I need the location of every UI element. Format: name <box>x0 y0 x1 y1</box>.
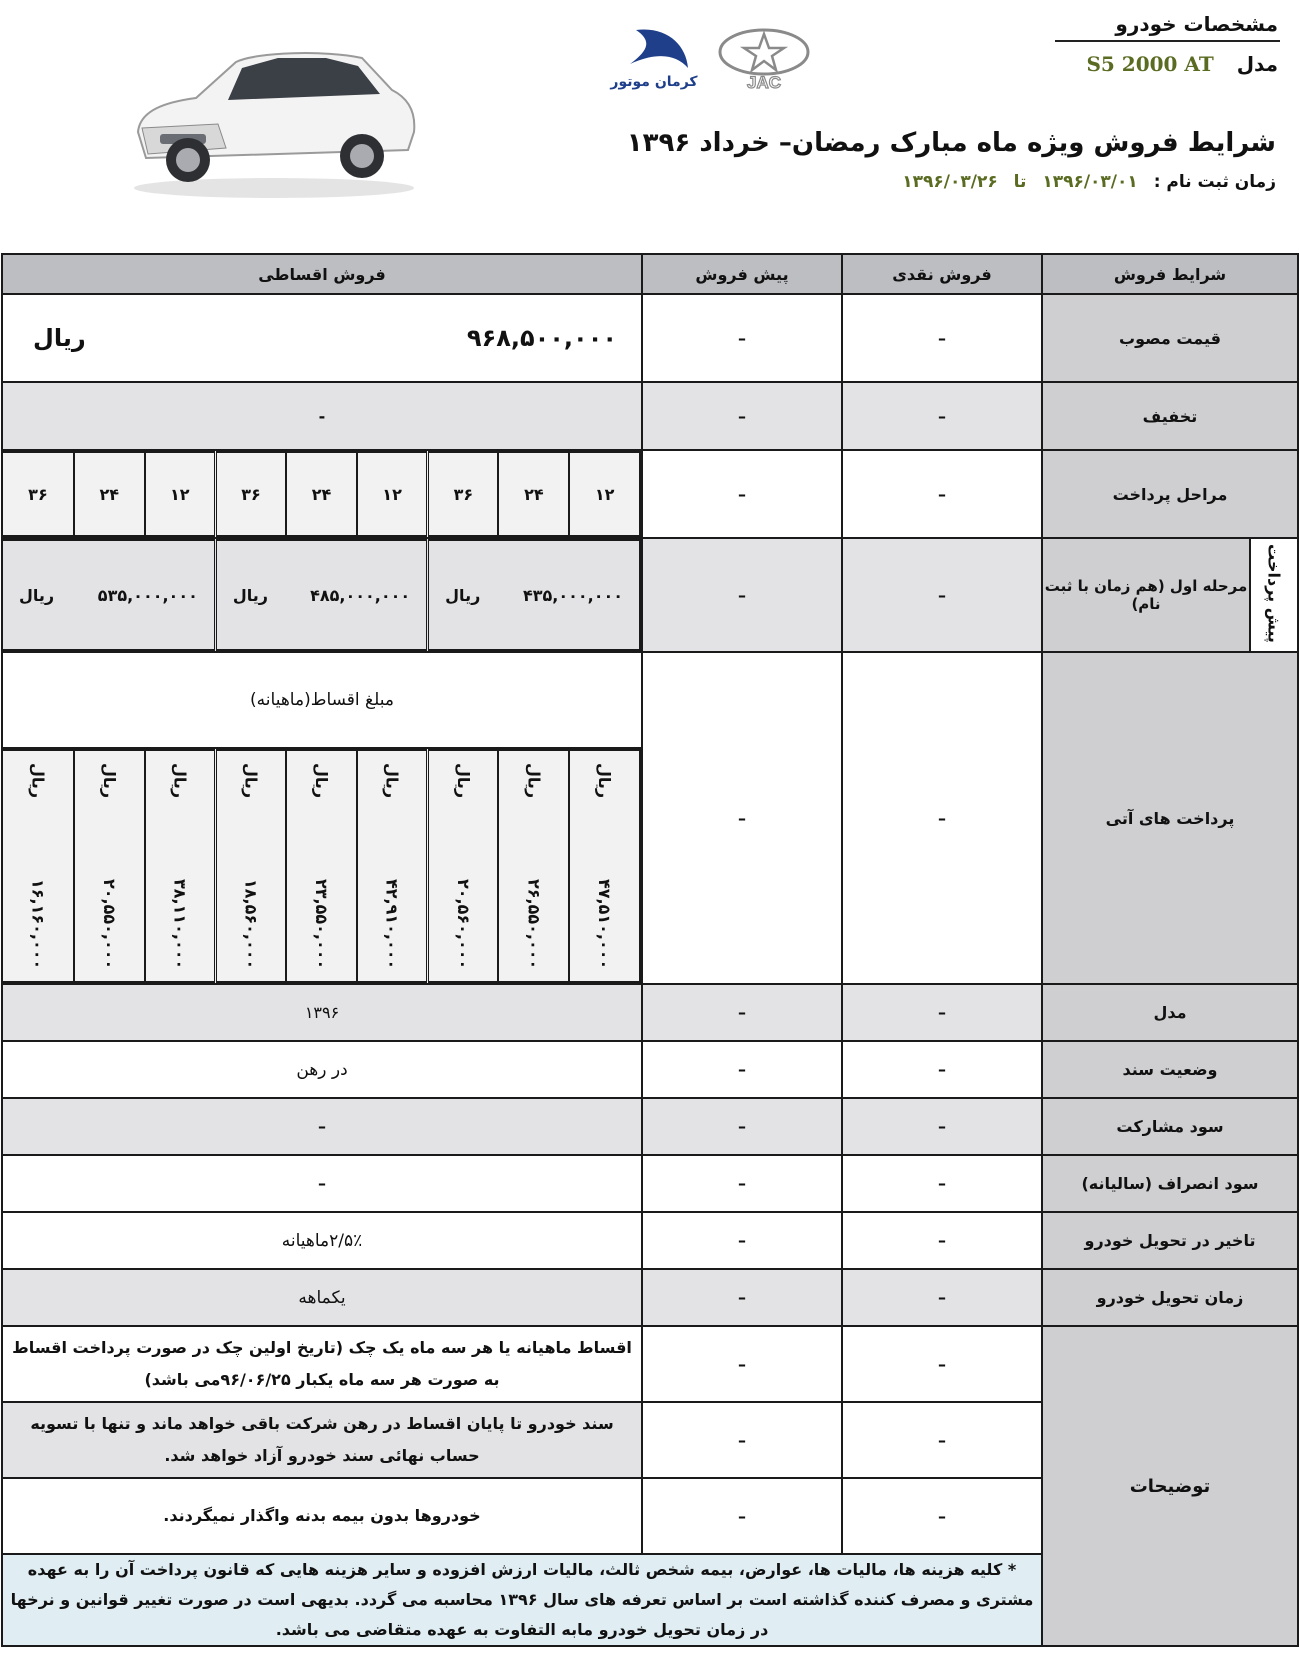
header-installment: فروش اقساطی <box>2 254 642 294</box>
cash-cancellation-profit: – <box>842 1155 1042 1212</box>
installment-delivery-time: یکماهه <box>2 1269 642 1326</box>
prepayment-group: ۴۳۵,۰۰۰,۰۰۰ ریال <box>428 540 640 650</box>
monthly-installment-subheader: مبلغ اقساط(ماهیانه) <box>2 652 642 748</box>
presale-note-3: – <box>642 1478 842 1554</box>
installment-first-stage <box>2 538 642 652</box>
cash-approved-price: – <box>842 294 1042 382</box>
sales-conditions-table <box>1 253 1299 1647</box>
model-label: مدل <box>1236 52 1278 76</box>
presale-participation-profit: – <box>642 1098 842 1155</box>
note-item: خودروها بدون بیمه بدنه واگذار نمیگردند. <box>2 1478 642 1554</box>
installment-amount: ریال ۱۸,۵۶۰,۰۰۰ <box>215 750 286 982</box>
installment-participation-profit: – <box>2 1098 642 1155</box>
presale-document-status: – <box>642 1041 842 1098</box>
label-first-stage: مرحله اول (هم زمان با ثبت نام) <box>1042 538 1250 652</box>
registration-label: زمان ثبت نام : <box>1153 172 1276 192</box>
label-notes: توضیحات <box>1042 1326 1298 1646</box>
conditions-title: شرایط فروش ویژه ماه مبارک رمضان– خرداد ۱۳۹۶ <box>626 128 1276 158</box>
presale-note-1: – <box>642 1326 842 1402</box>
stage-value: ۱۲ <box>357 452 428 536</box>
header-conditions: شرایط فروش <box>1042 254 1298 294</box>
installment-amount: ریال ۲۰,۵۵۰,۰۰۰ <box>74 750 145 982</box>
registration-from: ۱۳۹۶/۰۳/۰۱ <box>1042 172 1138 192</box>
label-future-payments: پرداخت های آتی <box>1042 652 1298 984</box>
cash-delivery-time: – <box>842 1269 1042 1326</box>
installment-amount: ریال ۲۳,۵۵۰,۰۰۰ <box>286 750 357 982</box>
cash-document-status: – <box>842 1041 1042 1098</box>
presale-first-stage: – <box>642 538 842 652</box>
note-item: اقساط ماهیانه یا هر سه ماه یک چک (تاریخ اولین چک در صورت پرداخت اقساط به صورت هر سه ماه یکبار ۹۶/۰۶/۲۵می باشد) <box>2 1326 642 1402</box>
footnote: * کلیه هزینه ها، مالیات ها، عوارض، بیمه شخص ثالث، مالیات ارزش افزوده و سایر هزینه هایی که قانون پرداخت آن را به عهده مشتری و مصرف کننده گذاشته است بر اساس تعرفه های سال ۱۳۹۶ محاسبه می گردد. بدیهی است در صورت تغییر قوانین و نرخها در زمان تحویل خودرو مابه التفاوت به عهده متقاضی می باشد. <box>2 1554 1042 1646</box>
label-participation-profit: سود مشارکت <box>1042 1098 1298 1155</box>
header-cash: فروش نقدی <box>842 254 1042 294</box>
cash-note-3: – <box>842 1478 1042 1554</box>
cash-first-stage: – <box>842 538 1042 652</box>
presale-delivery-delay: – <box>642 1212 842 1269</box>
label-discount: تخفیف <box>1042 382 1298 450</box>
stage-value: ۲۴ <box>498 452 569 536</box>
presale-note-2: – <box>642 1402 842 1478</box>
approved-price-value: ۹۶۸,۵۰۰,۰۰۰ <box>466 324 617 352</box>
jac-logo <box>716 26 812 92</box>
label-model-year: مدل <box>1042 984 1298 1041</box>
presale-discount: – <box>642 382 842 450</box>
label-delivery-time: زمان تحویل خودرو <box>1042 1269 1298 1326</box>
installment-amount: ریال ۲۶,۵۵۰,۰۰۰ <box>498 750 569 982</box>
stage-value: ۳۶ <box>428 452 499 536</box>
header-presale: پیش فروش <box>642 254 842 294</box>
cash-stages: – <box>842 450 1042 538</box>
stage-value: ۳۶ <box>215 452 286 536</box>
car-image <box>126 36 422 204</box>
presale-model-year: – <box>642 984 842 1041</box>
installment-model-year: ۱۳۹۶ <box>2 984 642 1041</box>
prepayment-side-label: پیش پرداخت <box>1250 538 1298 652</box>
prepayment-group: ۴۸۵,۰۰۰,۰۰۰ ریال <box>215 540 427 650</box>
cash-discount: – <box>842 382 1042 450</box>
installment-stages <box>2 450 642 538</box>
prepayment-group: ۵۳۵,۰۰۰,۰۰۰ ریال <box>3 540 215 650</box>
stage-value: ۲۴ <box>74 452 145 536</box>
installment-approved-price <box>2 294 642 382</box>
presale-stages: – <box>642 450 842 538</box>
installment-delivery-delay: ۲/۵٪ماهیانه <box>2 1212 642 1269</box>
installment-amount: ریال ۱۶,۱۶۰,۰۰۰ <box>3 750 74 982</box>
cash-model-year: – <box>842 984 1042 1041</box>
stage-value: ۳۶ <box>3 452 74 536</box>
stage-value: ۱۲ <box>569 452 640 536</box>
registration-to-word: تا <box>1013 172 1027 192</box>
registration-to: ۱۳۹۶/۰۳/۲۶ <box>902 172 998 192</box>
cash-note-1: – <box>842 1326 1042 1402</box>
monthly-installments <box>2 748 642 984</box>
label-document-status: وضعیت سند <box>1042 1041 1298 1098</box>
installment-cancellation-profit: – <box>2 1155 642 1212</box>
installment-amount: ریال ۴۷,۵۱۰,۰۰۰ <box>569 750 640 982</box>
note-item: سند خودرو تا پایان اقساط در رهن شرکت باقی خواهد ماند و تنها با تسویه حساب نهائی سند خودرو آزاد خواهد شد. <box>2 1402 642 1478</box>
model-value: S5 2000 AT <box>1086 52 1214 76</box>
cash-delivery-delay: – <box>842 1212 1042 1269</box>
cash-future-payments: – <box>842 652 1042 984</box>
label-approved-price: قیمت مصوب <box>1042 294 1298 382</box>
label-cancellation-profit: سود انصراف (سالیانه) <box>1042 1155 1298 1212</box>
label-delivery-delay: تاخیر در تحویل خودرو <box>1042 1212 1298 1269</box>
installment-amount: ریال ۲۰,۵۶۰,۰۰۰ <box>428 750 499 982</box>
jac-logo-text: JAC <box>746 73 782 92</box>
presale-future-payments: – <box>642 652 842 984</box>
kerman-motor-logo <box>606 24 702 94</box>
installment-amount: ریال ۳۸,۱۱۰,۰۰۰ <box>145 750 216 982</box>
kerman-motor-logo-text: کرمان موتور <box>610 74 698 90</box>
cash-note-2: – <box>842 1402 1042 1478</box>
registration-period <box>902 172 1276 192</box>
installment-amount: ریال ۴۲,۹۱۰,۰۰۰ <box>357 750 428 982</box>
model-line <box>1086 52 1278 76</box>
stage-value: ۱۲ <box>145 452 216 536</box>
section-title: مشخصات خودرو <box>1055 12 1280 42</box>
presale-approved-price: – <box>642 294 842 382</box>
installment-discount: - <box>2 382 642 450</box>
installment-document-status: در رهن <box>2 1041 642 1098</box>
presale-delivery-time: – <box>642 1269 842 1326</box>
approved-price-unit: ریال <box>33 324 86 352</box>
stage-value: ۲۴ <box>286 452 357 536</box>
cash-participation-profit: – <box>842 1098 1042 1155</box>
presale-cancellation-profit: – <box>642 1155 842 1212</box>
label-stages: مراحل پرداخت <box>1042 450 1298 538</box>
